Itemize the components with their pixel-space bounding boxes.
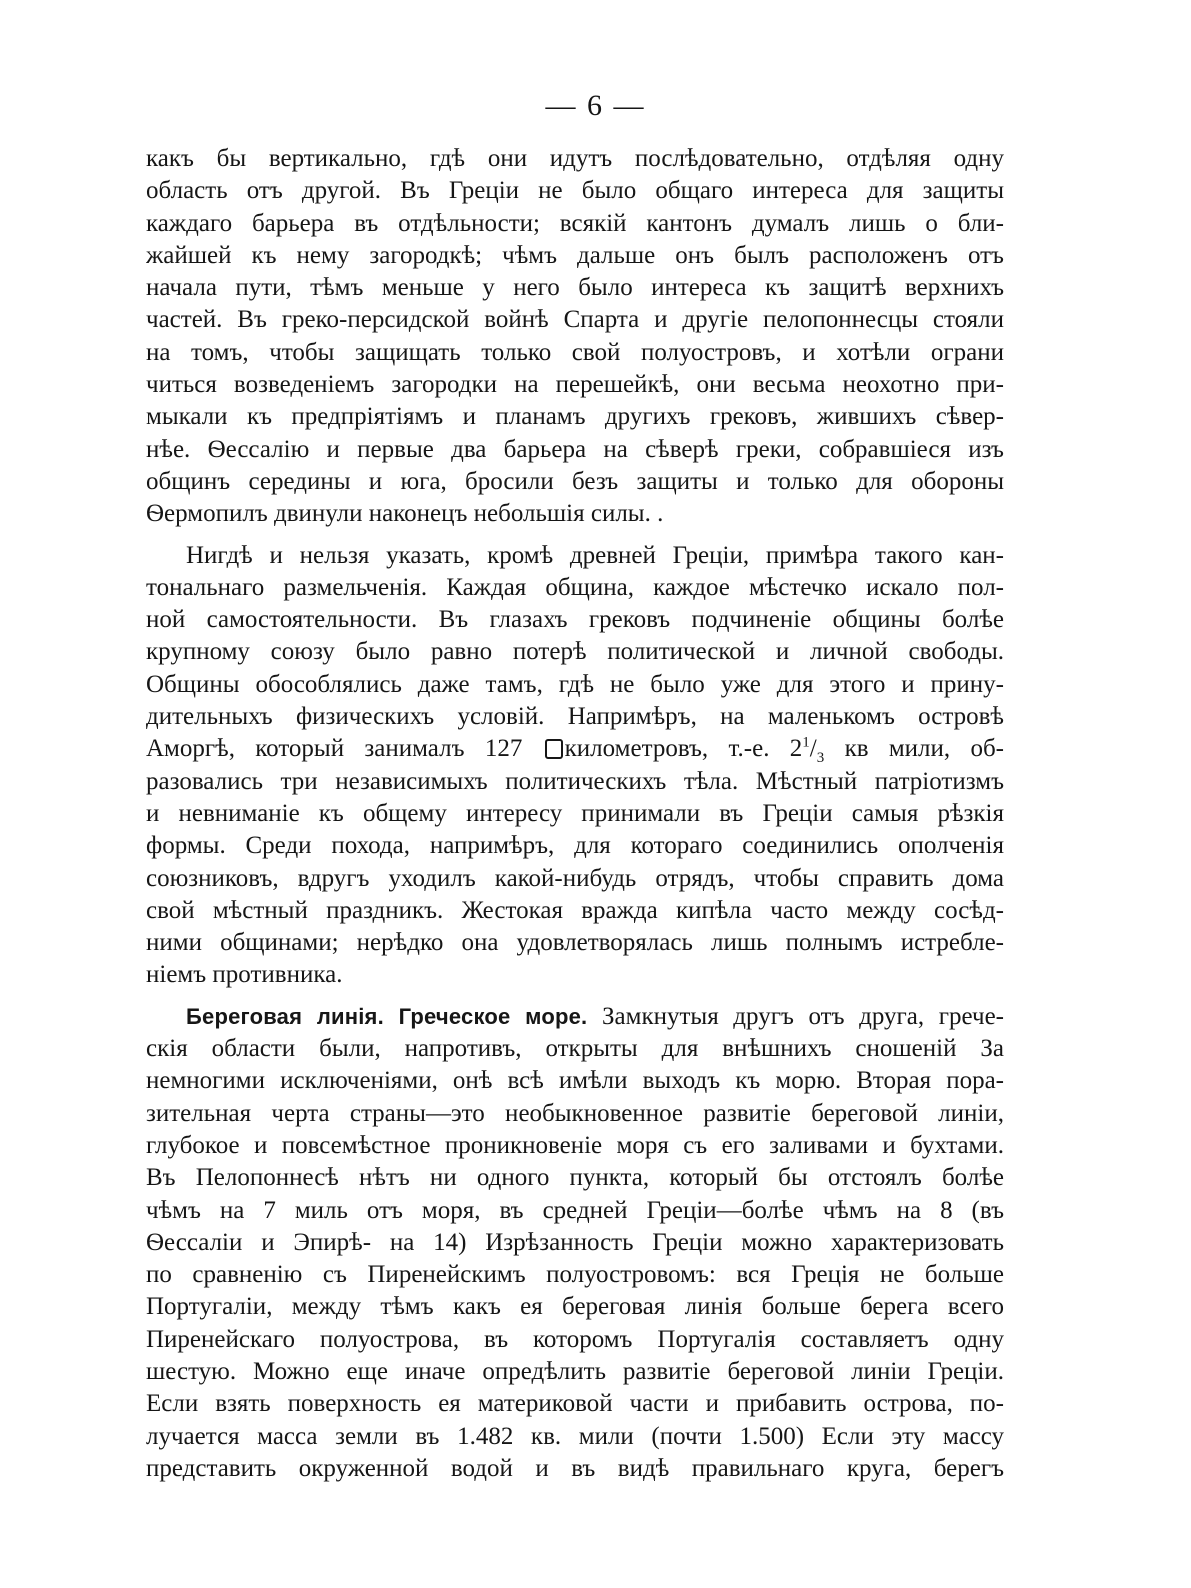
text-line: тональнаго размельченія. Каждая община, каждое мѣстечко искало пол-: [146, 573, 1004, 601]
text-line: ними общинами; нерѣдко она удовлетворялась лишь полнымъ истребле-: [146, 929, 1004, 957]
text-line: шестую. Можно еще иначе опредѣлить развитіе береговой линіи Греціи.: [146, 1357, 1004, 1385]
text-line: Пиренейскаго полуострова, въ которомъ Португалія составляетъ одну: [146, 1325, 1004, 1353]
text-line: каждаго барьера въ отдѣльности; всякій кантонъ думалъ лишь о бли-: [146, 209, 1004, 237]
text-line: скія области были, напротивъ, открыты для внѣшнихъ сношеній За: [146, 1035, 1004, 1063]
fraction-numerator: 1: [802, 735, 810, 752]
text-line: немногими исключеніями, онѣ всѣ имѣли выходъ къ морю. Вторая пора-: [146, 1067, 1004, 1095]
paragraph-2: [146, 540, 1004, 992]
text-line: свой мѣстный праздникъ. Жестокая вражда кипѣла часто между сосѣд-: [146, 896, 1004, 924]
section-heading-line: [146, 1001, 1004, 1033]
text-line: частей. Въ греко-персидской войнѣ Спарта и другіе пелопоннесцы стояли: [146, 306, 1004, 334]
text-line: мыкали къ предпріятіямъ и планамъ другихъ грековъ, жившихъ сѣвер-: [146, 403, 1004, 431]
text-line: область отъ другой. Въ Греціи не было общаго интереса для защиты: [146, 177, 1004, 205]
text-line: формы. Среди похода, напримѣръ, для котораго соединились ополченія: [146, 832, 1004, 860]
body-text: [146, 143, 1004, 1485]
fraction-slash: /: [809, 735, 817, 763]
text-line: представить окруженной водой и въ видѣ правильнаго круга, берегъ: [146, 1454, 1004, 1482]
text-line: глубокое и повсемѣстное проникновеніе моря съ его заливами и бухтами.: [146, 1131, 1004, 1159]
text-segment: кв мили, об-: [844, 735, 1004, 763]
text-line-with-symbol: [146, 733, 1004, 765]
text-line: по сравненію съ Пиренейскимъ полуостровомъ: вся Грецiя не больше: [146, 1261, 1004, 1289]
text-line: начала пути, тѣмъ меньше у него было интереса къ защитѣ верхнихъ: [146, 274, 1004, 302]
text-line: чѣмъ на 7 миль отъ моря, въ средней Греціи—болѣе чѣмъ на 8 (въ: [146, 1196, 1004, 1224]
text-segment: километровъ, т.-е. 2: [564, 735, 803, 763]
text-line: на томъ, чтобы защищать только свой полуостровъ, и хотѣли ограни: [146, 338, 1004, 366]
paragraph-1: [146, 143, 1004, 531]
text-line: читься возведеніемъ загородки на перешейкѣ, они весьма неохотно при-: [146, 371, 1004, 399]
text-line: зительная черта страны—это необыкновенное развитіе береговой линіи,: [146, 1099, 1004, 1127]
text-line: Если взять поверхность ея материковой части и прибавить острова, по-: [146, 1390, 1004, 1418]
section-heading: Береговая линія. Греческое море.: [186, 1003, 588, 1029]
text-line: Португаліи, между тѣмъ какъ ея береговая линія больше берега всего: [146, 1293, 1004, 1321]
text-line: нѣе. Ѳессалію и первые два барьера на сѣверѣ греки, собравшіеся изъ: [146, 435, 1004, 463]
text-line: ной самостоятельности. Въ глазахъ грековъ подчиненіе общины болѣе: [146, 606, 1004, 634]
text-line: жайшей къ нему загородкѣ; чѣмъ дальше онъ былъ расположенъ отъ: [146, 241, 1004, 269]
text-line: разовались три независимыхъ политическихъ тѣла. Мѣстный патріотизмъ: [146, 767, 1004, 795]
text-line: и невниманіе къ общему интересу принимали въ Греціи самыя рѣзкія: [146, 799, 1004, 827]
text-line: крупному союзу было равно потерѣ политической и личной свободы.: [146, 638, 1004, 666]
text-line: союзниковъ, вдругъ уходилъ какой-нибудь отрядъ, чтобы справить дома: [146, 864, 1004, 892]
text-line: Ѳермопилъ двинули наконецъ небольшія силы. .: [146, 500, 664, 528]
text-line: ніемъ противника.: [146, 961, 343, 989]
text-line: лучается масса земли въ 1.482 кв. мили (почти 1.500) Если эту массу: [146, 1422, 1004, 1450]
text-line: какъ бы вертикально, гдѣ они идутъ послѣдовательно, отдѣляя одну: [146, 145, 1004, 172]
text-line: Общины обособлялись даже тамъ, гдѣ не было уже для этого и прину-: [146, 670, 1004, 698]
text-line: дительныхъ физическихъ условій. Напримѣръ, на маленькомъ островѣ: [146, 703, 1004, 731]
square-symbol-icon: [545, 739, 563, 759]
fraction-denominator: 3: [816, 750, 825, 766]
text-segment: Замкнутыя другъ отъ друга, грече-: [602, 1002, 1004, 1030]
text-segment: Аморгѣ, который занималъ 127: [146, 735, 523, 763]
text-line: общинъ середины и юга, бросили безъ защиты и только для обороны: [146, 467, 1004, 495]
paragraph-3: [146, 1001, 1004, 1485]
text-line: Ѳессаліи и Эпирѣ- на 14) Изрѣзанность Греціи можно характеризовать: [146, 1228, 1004, 1256]
text-line: Нигдѣ и нельзя указать, кромѣ древней Греціи, примѣра такого кан-: [186, 541, 1004, 569]
text-line: Въ Пелопоннесѣ нѣтъ ни одного пункта, который бы отстоялъ болѣе: [146, 1164, 1004, 1192]
page-number: — 6 —: [545, 89, 646, 122]
